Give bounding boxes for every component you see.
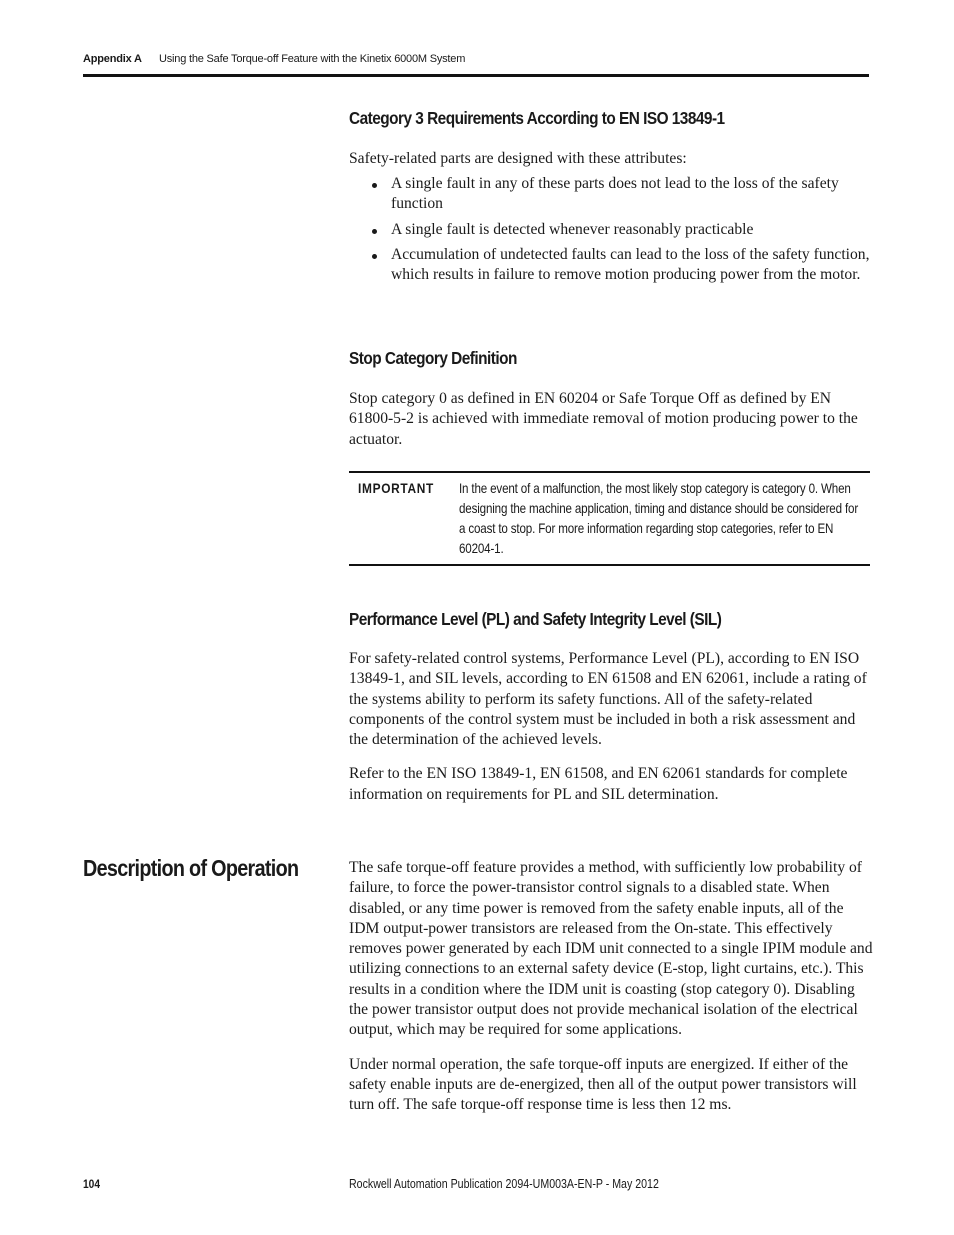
category3-intro-text: Safety-related parts are designed with these attributes: (349, 150, 687, 167)
list-item (370, 220, 870, 240)
bullet-icon (372, 254, 377, 259)
pl-sil-body (349, 649, 874, 805)
list-item (370, 174, 870, 215)
bullet-text: A single fault is detected whenever reasonably practicable (391, 220, 754, 238)
page-number: 104 (83, 1177, 101, 1191)
pl-sil-paragraph-2: Refer to the EN ISO 13849-1, EN 61508, and EN 62061 standards for complete information on requirements for PL and SIL determination. (349, 765, 848, 803)
important-box-bottom-rule (349, 564, 870, 566)
appendix-label: Appendix A (83, 53, 142, 65)
important-box-top-rule (349, 471, 870, 473)
header-rule (83, 74, 869, 77)
heading-stop-category: Stop Category Definition (349, 348, 517, 368)
heading-pl-sil: Performance Level (PL) and Safety Integrity Level (SIL) (349, 609, 722, 629)
stop-category-paragraph: Stop category 0 as defined in EN 60204 or Safe Torque Off as defined by EN 61800-5-2 is achieved with immediate removal of motion producing power to the actuator. (349, 390, 858, 448)
publication-info: Rockwell Automation Publication 2094-UM003A-EN-P - May 2012 (349, 1177, 659, 1191)
bullet-text: Accumulation of undetected faults can lead to the loss of the safety function, which results in failure to remove motion producing power from the motor. (391, 245, 870, 284)
bullet-icon (372, 183, 377, 188)
running-header (83, 53, 466, 65)
category3-bullet-list (370, 174, 870, 290)
heading-category3: Category 3 Requirements According to EN ISO 13849-1 (349, 108, 725, 128)
category3-intro (349, 149, 874, 169)
heading-description-of-operation: Description of Operation (83, 855, 299, 881)
operation-body (349, 858, 874, 1116)
stop-category-body (349, 389, 874, 450)
important-label: IMPORTANT (358, 480, 434, 496)
bullet-icon (372, 229, 377, 234)
chapter-title: Using the Safe Torque-off Feature with the Kinetix 6000M System (159, 53, 466, 65)
operation-paragraph-1: The safe torque-off feature provides a method, with sufficiently low probability of failure, to force the power-transistor control signals to a disabled state. When disabled, or any time power is removed from the safety enable inputs, all of the IDM output-power transistors are released from the On-state. This effectively removes power generated by each IDM unit connected to a single IPIM module and utilizing connections to an external safety device (E-stop, light curtains, etc.). This results in a condition where the IDM unit is coasting (stop category 0). Disabling the power transistor output does not provide mechanical isolation of the electrical output, which may be required for some applications. (349, 859, 873, 1039)
operation-paragraph-2: Under normal operation, the safe torque-off inputs are energized. If either of the safety enable inputs are de-energized, then all of the output power transistors will turn off. The safe torque-off response time is less then 12 ms. (349, 1055, 857, 1114)
pl-sil-paragraph-1: For safety-related control systems, Performance Level (PL), according to EN ISO 13849-1, and SIL levels, according to EN 61508 and EN 62061, include a rating of the systems ability to perform its safety functions. All of the safety-related components of the control system must be included in both a risk assessment and the determination of the achieved levels. (349, 650, 867, 749)
important-text: In the event of a malfunction, the most likely stop category is category 0. When designing the machine application, timing and distance should be considered for a coast to stop. For more information regarding stop categories, refer to EN 60204-1. (459, 480, 859, 556)
bullet-text: A single fault in any of these parts does not lead to the loss of the safety function (391, 175, 839, 213)
list-item (370, 245, 870, 286)
